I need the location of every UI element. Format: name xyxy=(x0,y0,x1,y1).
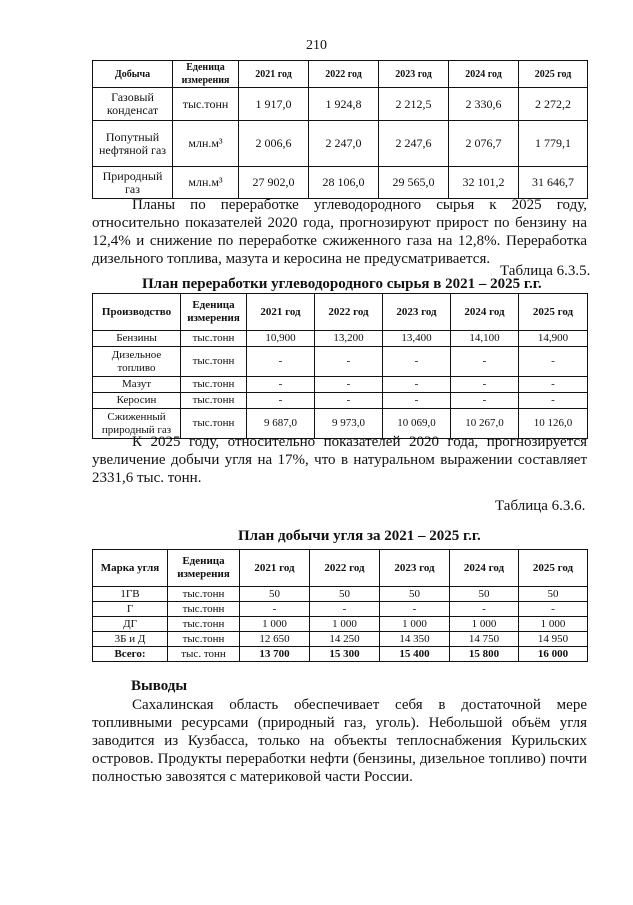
conclusions-text: Сахалинская область обеспечивает себя в достаточной мере топливными ресурсами (природный газ, уголь). Небольшой объём угля заводится из Кузбасса, только на объекты теплоснабжения Курильских островов. Продукты переработки нефти (бензины, дизельное топливо) почти полностью завозятся с материковой части России. xyxy=(92,697,587,785)
table-cell: - xyxy=(310,602,380,617)
table-cell: Природный газ xyxy=(93,167,173,199)
table-cell: тыс.тонн xyxy=(173,88,239,121)
table-cell: 1 000 xyxy=(240,617,310,632)
refining-plan-table xyxy=(92,293,588,439)
table-row xyxy=(93,331,588,347)
table-cell: Дизельное топливо xyxy=(93,347,181,377)
header-cell: 2025 год xyxy=(519,61,588,88)
table-cell: 15 300 xyxy=(310,647,380,662)
header-cell: Еденица измерения xyxy=(173,61,239,88)
table-title: План переработки углеводородного сырья в 2021 – 2025 г.г. xyxy=(142,276,542,292)
table-cell: 9 973,0 xyxy=(315,409,383,439)
table-cell: - xyxy=(247,377,315,393)
table-cell: тыс.тонн xyxy=(181,331,247,347)
table-cell: - xyxy=(315,377,383,393)
paragraph-refining-plans: Планы по переработке углеводородного сырья к 2025 году, относительно показателей 2020 года, прогнозируют прирост по бензину на 12,4% и снижение по переработке сжиженного газа на 12,8%. Переработка дизельного топлива, мазута и керосина не предусматривается. xyxy=(92,197,587,267)
table-cell: - xyxy=(383,377,451,393)
table-cell: тыс.тонн xyxy=(181,347,247,377)
header-cell: 2022 год xyxy=(309,61,379,88)
table-cell: - xyxy=(451,347,519,377)
table-cell: - xyxy=(519,393,588,409)
table-cell: тыс.тонн xyxy=(168,632,240,647)
header-cell: 2023 год xyxy=(379,61,449,88)
table-cell: 50 xyxy=(240,587,310,602)
table-label: Таблица 6.3.5. xyxy=(500,263,591,279)
coal-production-table xyxy=(92,549,588,662)
header-cell: 2025 год xyxy=(519,550,588,587)
table-cell: 50 xyxy=(450,587,519,602)
header-cell: Марка угля xyxy=(93,550,168,587)
table-cell: - xyxy=(247,347,315,377)
table-cell: 1 779,1 xyxy=(519,121,588,167)
table-cell: 14 950 xyxy=(519,632,588,647)
table-cell: тыс.тонн xyxy=(181,409,247,439)
table-cell: 31 646,7 xyxy=(519,167,588,199)
header-cell: Добыча xyxy=(93,61,173,88)
table-title: План добычи угля за 2021 – 2025 г.г. xyxy=(238,528,481,544)
header-cell: 2022 год xyxy=(315,294,383,331)
table-cell: 2 247,6 xyxy=(379,121,449,167)
table-cell: - xyxy=(240,602,310,617)
table-cell: 15 800 xyxy=(450,647,519,662)
table-cell: тыс.тонн xyxy=(168,602,240,617)
table-row xyxy=(93,167,588,199)
table-cell: 13 700 xyxy=(240,647,310,662)
table-cell: 2 006,6 xyxy=(239,121,309,167)
table-cell: Всего: xyxy=(93,647,168,662)
table-cell: Г xyxy=(93,602,168,617)
table-cell: - xyxy=(247,393,315,409)
table-cell: 1 917,0 xyxy=(239,88,309,121)
table-cell: 9 687,0 xyxy=(247,409,315,439)
table-cell: Газовый конденсат xyxy=(93,88,173,121)
table-cell: - xyxy=(451,377,519,393)
table-cell: - xyxy=(315,393,383,409)
table-cell: 32 101,2 xyxy=(449,167,519,199)
header-cell: 2022 год xyxy=(310,550,380,587)
table-cell: тыс.тонн xyxy=(181,377,247,393)
table-cell: Керосин xyxy=(93,393,181,409)
table-row xyxy=(93,88,588,121)
table-cell: тыс.тонн xyxy=(181,393,247,409)
table-cell: 15 400 xyxy=(380,647,450,662)
table-cell: - xyxy=(519,602,588,617)
table-cell: 13,400 xyxy=(383,331,451,347)
header-cell: 2024 год xyxy=(451,294,519,331)
table-cell: - xyxy=(383,347,451,377)
table-cell: Бензины xyxy=(93,331,181,347)
table-cell: 29 565,0 xyxy=(379,167,449,199)
table-cell: 2 076,7 xyxy=(449,121,519,167)
table-cell: 50 xyxy=(380,587,450,602)
table-cell: 1ГВ xyxy=(93,587,168,602)
table-cell: 3Б и Д xyxy=(93,632,168,647)
header-cell: 2025 год xyxy=(519,294,588,331)
table-row xyxy=(93,587,588,602)
table-cell: - xyxy=(519,377,588,393)
header-cell: 2023 год xyxy=(380,550,450,587)
table-cell: Попутный нефтяной газ xyxy=(93,121,173,167)
table-row xyxy=(93,393,588,409)
table-cell: 14 750 xyxy=(450,632,519,647)
table-cell: тыс. тонн xyxy=(168,647,240,662)
header-cell: 2021 год xyxy=(240,550,310,587)
table-cell: 1 000 xyxy=(450,617,519,632)
table-cell: 2 272,2 xyxy=(519,88,588,121)
table-cell: ДГ xyxy=(93,617,168,632)
table-cell: 2 212,5 xyxy=(379,88,449,121)
table-cell: - xyxy=(380,602,450,617)
table-cell: - xyxy=(450,602,519,617)
table-cell: 10,900 xyxy=(247,331,315,347)
table-cell: 10 069,0 xyxy=(383,409,451,439)
table-cell: 12 650 xyxy=(240,632,310,647)
header-cell: 2024 год xyxy=(450,550,519,587)
paragraph-coal-forecast: К 2025 году, относительно показателей 2020 года, прогнозируется увеличение добычи угля на 17%, что в натуральном выражении составляет 2331,6 тыс. тонн. xyxy=(92,434,587,486)
gas-production-table xyxy=(92,60,588,199)
header-cell: 2021 год xyxy=(247,294,315,331)
table-header-row xyxy=(93,294,588,331)
table-cell: 10 267,0 xyxy=(451,409,519,439)
table-row xyxy=(93,347,588,377)
table-cell: 1 000 xyxy=(519,617,588,632)
page-number: 210 xyxy=(306,38,327,53)
table-cell: 1 924,8 xyxy=(309,88,379,121)
table-cell: тыс.тонн xyxy=(168,617,240,632)
table-cell: 14,100 xyxy=(451,331,519,347)
table-row xyxy=(93,377,588,393)
table-cell: 2 247,0 xyxy=(309,121,379,167)
table-cell: 13,200 xyxy=(315,331,383,347)
table-total-row xyxy=(93,647,588,662)
conclusions-heading: Выводы xyxy=(131,678,188,694)
table-cell: 14,900 xyxy=(519,331,588,347)
table-cell: 27 902,0 xyxy=(239,167,309,199)
table-cell: 14 250 xyxy=(310,632,380,647)
header-cell: 2024 год xyxy=(449,61,519,88)
table-cell: 10 126,0 xyxy=(519,409,588,439)
table-cell: тыс.тонн xyxy=(168,587,240,602)
header-cell: Еденица измерения xyxy=(181,294,247,331)
table-row xyxy=(93,632,588,647)
header-cell: 2023 год xyxy=(383,294,451,331)
table-cell: 1 000 xyxy=(310,617,380,632)
table-cell: 1 000 xyxy=(380,617,450,632)
table-cell: - xyxy=(315,347,383,377)
table-cell: - xyxy=(383,393,451,409)
table-cell: Сжиженный природный газ xyxy=(93,409,181,439)
header-cell: Производство xyxy=(93,294,181,331)
table-header-row xyxy=(93,550,588,587)
table-cell: 16 000 xyxy=(519,647,588,662)
table-row xyxy=(93,602,588,617)
table-header-row xyxy=(93,61,588,88)
table-row xyxy=(93,617,588,632)
table-cell: 14 350 xyxy=(380,632,450,647)
table-cell: 50 xyxy=(310,587,380,602)
table-row xyxy=(93,121,588,167)
table-cell: млн.м³ xyxy=(173,121,239,167)
table-cell: - xyxy=(519,347,588,377)
header-cell: 2021 год xyxy=(239,61,309,88)
table-label: Таблица 6.3.6. xyxy=(495,498,586,514)
table-cell: млн.м³ xyxy=(173,167,239,199)
table-cell: 50 xyxy=(519,587,588,602)
table-cell: 28 106,0 xyxy=(309,167,379,199)
table-cell: - xyxy=(451,393,519,409)
header-cell: Еденица измерения xyxy=(168,550,240,587)
table-cell: 2 330,6 xyxy=(449,88,519,121)
table-cell: Мазут xyxy=(93,377,181,393)
